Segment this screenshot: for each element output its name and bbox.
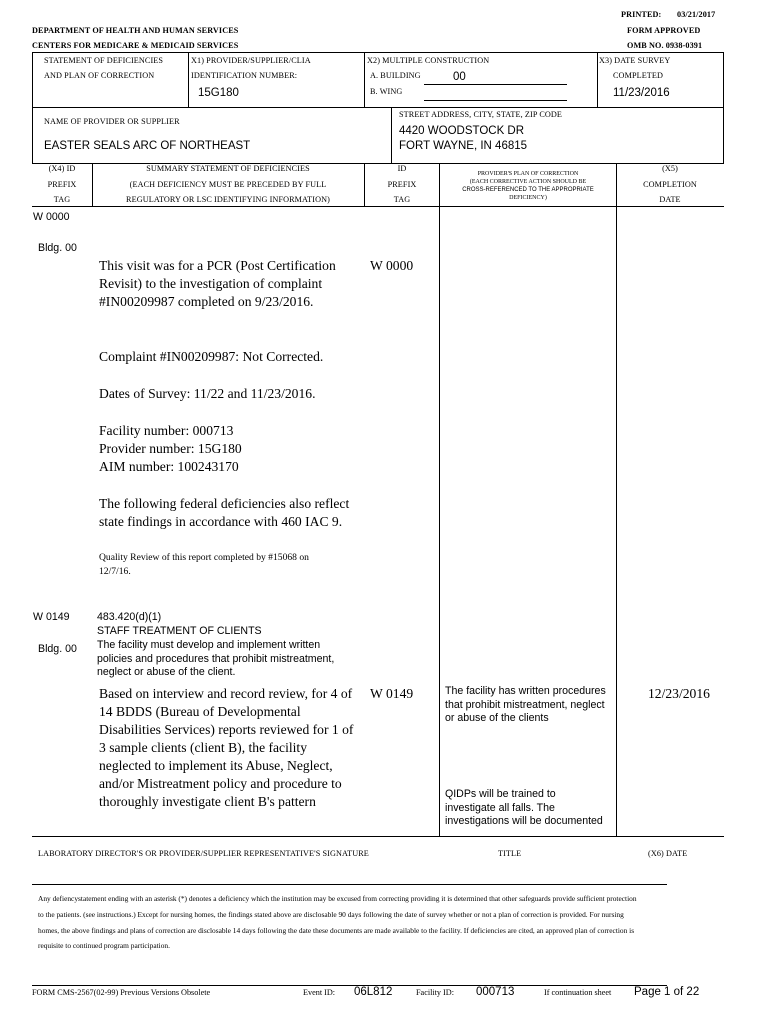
entry2-tag: W 0149 [33, 611, 70, 623]
x3-label-2: COMPLETED [613, 71, 664, 80]
address-line-1: 4420 WOODSTOCK DR [399, 125, 525, 137]
entry1-aim-number: AIM number: 100243170 [99, 459, 239, 474]
x1-label-1: X1) PROVIDER/SUPPLIER/CLIA [191, 56, 311, 65]
entry1-quality-review: Quality Review of this report completed by #15068 on 12/7/16. [99, 552, 309, 577]
right-border-top [723, 52, 724, 164]
wing-underline [424, 100, 567, 101]
form-approved: FORM APPROVED [627, 26, 701, 35]
rule-before-signature [32, 836, 724, 837]
x1-label-2: IDENTIFICATION NUMBER: [191, 71, 298, 80]
cms-name: CENTERS FOR MEDICARE & MEDICAID SERVICES [32, 41, 239, 50]
entry1-id-tag: W 0000 [370, 258, 414, 273]
col-div-4 [616, 163, 617, 836]
statement-label-2: AND PLAN OF CORRECTION [44, 71, 155, 80]
survey-date-value: 11/23/2016 [613, 87, 670, 99]
date-label: (X6) DATE [648, 849, 688, 858]
plan-header-1: PROVIDER'S PLAN OF CORRECTION [477, 171, 579, 177]
page-number: Page 1 of 22 [634, 986, 700, 998]
form-number: FORM CMS-2567(02-99) Previous Versions Obsolete [32, 988, 211, 997]
id-header-2: PREFIX [387, 180, 417, 189]
printed-label: PRINTED: [621, 10, 662, 19]
entry1-text-4: The following federal deficiencies also reflect state findings in accordance with 460 IAC 9. [99, 496, 350, 529]
facility-id-value: 000713 [476, 986, 515, 998]
entry2-description: The facility must develop and implement written policies and procedures that prohibit mistreatment, neglect or abuse of the client. [97, 639, 335, 679]
summary-header-1: SUMMARY STATEMENT OF DEFICIENCIES [146, 164, 310, 173]
plan-header-3: CROSS-REFERENCED TO THE APPROPRIATE [462, 187, 594, 193]
event-id-value: 06L812 [354, 986, 393, 998]
summary-header-3: REGULATORY OR LSC IDENTIFYING INFORMATION) [126, 195, 330, 204]
x5-header-3: DATE [659, 195, 681, 204]
building-value: 00 [453, 71, 466, 83]
x4-header-1: (X4) ID [48, 164, 76, 173]
printed-date: 03/21/2017 [677, 10, 716, 19]
entry1-tag: W 0000 [33, 211, 70, 223]
event-id-label: Event ID: [303, 988, 336, 997]
entry2-plan-1: The facility has written procedures that prohibit mistreatment, neglect or abuse of the clients [445, 685, 606, 725]
x2-label: X2) MULTIPLE CONSTRUCTION [367, 56, 490, 65]
entry1-bldg: Bldg. 00 [38, 242, 77, 254]
entry2-regulation: 483.420(d)(1) [97, 611, 162, 623]
plan-header-4: DEFICIENCY) [509, 195, 547, 201]
left-border-top [32, 52, 33, 164]
divider-x1 [188, 52, 189, 107]
address-label: STREET ADDRESS, CITY, STATE, ZIP CODE [399, 110, 563, 119]
id-header-3: TAG [393, 195, 411, 204]
entry1-text-3: Dates of Survey: 11/22 and 11/23/2016. [99, 386, 316, 401]
rule-before-footer [32, 985, 667, 986]
signature-label: LABORATORY DIRECTOR'S OR PROVIDER/SUPPLIER REPRESENTATIVE'S SIGNATURE [38, 849, 369, 858]
x5-header-1: (X5) [662, 164, 678, 173]
col-div-3 [439, 163, 440, 836]
rule-after-columns [32, 206, 724, 207]
entry1-facility-number: Facility number: 000713 [99, 423, 234, 438]
divider-x2 [364, 52, 365, 107]
rule-after-ids [32, 107, 724, 108]
wing-label: B. WING [370, 87, 403, 96]
continuation-label: If continuation sheet [544, 988, 612, 997]
entry2-bldg: Bldg. 00 [38, 643, 77, 655]
entry2-completion-date: 12/23/2016 [648, 686, 710, 701]
x3-label-1: X3) DATE SURVEY [599, 56, 671, 65]
summary-header-2: (EACH DEFICIENCY MUST BE PRECEDED BY FULL [129, 180, 327, 189]
provider-name-label: NAME OF PROVIDER OR SUPPLIER [44, 117, 180, 126]
x4-header-3: TAG [53, 195, 71, 204]
entry1-text-1: This visit was for a PCR (Post Certification Revisit) to the investigation of complaint #IN00209987 completed on 9/23/2016. [99, 258, 336, 309]
provider-id-value: 15G180 [198, 87, 239, 99]
plan-header-2: (EACH CORRECTIVE ACTION SHOULD BE [469, 179, 587, 185]
id-header-1: ID [397, 164, 407, 173]
entry2-title: STAFF TREATMENT OF CLIENTS [97, 625, 262, 637]
title-label: TITLE [498, 849, 522, 858]
facility-id-label: Facility ID: [416, 988, 454, 997]
entry2-id-tag: W 0149 [370, 686, 414, 701]
entry1-text-2: Complaint #IN00209987: Not Corrected. [99, 349, 324, 364]
divider-x3 [597, 52, 598, 107]
rule-before-disclaimer [32, 884, 667, 885]
building-underline [424, 84, 567, 85]
statement-label-1: STATEMENT OF DEFICIENCIES [44, 56, 164, 65]
top-rule [32, 52, 724, 53]
entry2-finding: Based on interview and record review, for 4 of 14 BDDS (Bureau of Developmental Disabilities Services) reports reviewed for 1 of 3 sample clients (client B), the facility neglected to implement its Abuse, Neglect, and/or Mistreatment policy and procedure to thoroughly investigate client B's pattern [99, 686, 354, 809]
entry2-plan-2: QIDPs will be trained to investigate all falls. The investigations will be documented [445, 788, 603, 828]
x4-header-2: PREFIX [47, 180, 77, 189]
omb-number: OMB NO. 0938-0391 [627, 41, 703, 50]
provider-name-value: EASTER SEALS ARC OF NORTHEAST [44, 140, 251, 152]
building-label: A. BUILDING [370, 71, 421, 80]
disclaimer-text: Any defiencystatement ending with an asterisk (*) denotes a deficiency which the institution may be excused from correcting providing it is determined that other safeguards provide sufficient protection to the patients. (see instructions.) Except for nursing homes, the findings stated above are disclosable 90 days following the date of survey whether or not a plan of correction is provided. For nursing homes, the above findings and plans of correction are disclosable 14 days following the date these documents are made available to the facility. If deficiencies are cited, an approved plan of correction is requisite to continued program participation. [38, 894, 637, 951]
department-name: DEPARTMENT OF HEALTH AND HUMAN SERVICES [32, 26, 239, 35]
x5-header-2: COMPLETION [643, 180, 697, 189]
divider-address [391, 107, 392, 164]
address-line-2: FORT WAYNE, IN 46815 [399, 140, 528, 152]
entry1-provider-number: Provider number: 15G180 [99, 441, 242, 456]
